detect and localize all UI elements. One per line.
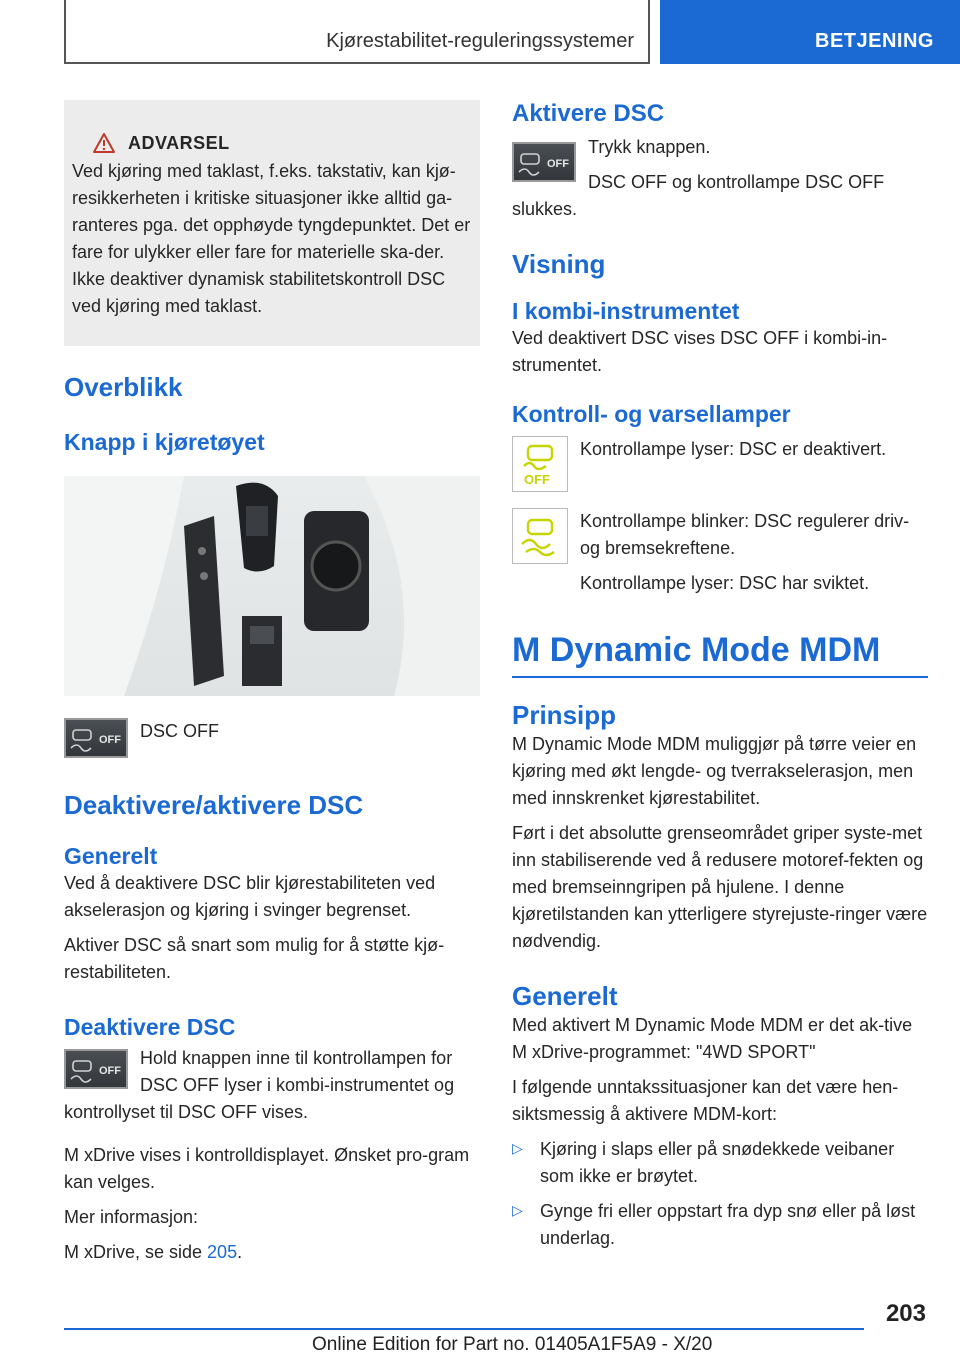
lamp1-text: Kontrollampe lyser: DSC er deaktivert. <box>580 439 887 459</box>
kombi-heading: I kombi-instrumentet <box>512 298 740 324</box>
kombi-text: Ved deaktivert DSC vises DSC OFF i kombi-in-strumentet. <box>512 328 888 375</box>
generelt-heading-left: Generelt <box>64 843 158 869</box>
dsc-off-button-icon-3 <box>512 142 576 182</box>
knapp-heading: Knapp i kjøretøyet <box>64 429 265 455</box>
list-item <box>512 1198 928 1252</box>
header-chapter-tab[interactable] <box>660 0 960 64</box>
generelt-p2: Aktiver DSC så snart som mulig for å støtte kjø-restabiliteten. <box>64 935 445 982</box>
kontroll-varsellamper-heading: Kontroll- og varsellamper <box>512 401 791 427</box>
lamp-off-text: OFF <box>524 472 550 487</box>
bullet-text: Gynge fri eller oppstart fra dyp snø eller på løst underlag. <box>540 1201 916 1248</box>
console-illustration <box>64 476 480 696</box>
prinsipp-heading: Prinsipp <box>512 700 617 730</box>
page-205-link[interactable]: 205 <box>207 1242 238 1262</box>
left-column <box>64 100 480 1266</box>
dsc-off-button-icon-2 <box>64 1049 128 1089</box>
aktivere-p1: Trykk knappen. <box>588 137 711 157</box>
center-console-photo <box>64 476 480 696</box>
warning-title: ADVARSEL <box>128 132 230 153</box>
dsc-warning-lamp-icon <box>512 508 568 564</box>
warning-text: Ved kjøring med taklast, f.eks. takstativ, kan kjø-resikkerheten i kritiske situasjoner ikke alltid ga-ranteres pga. det opphøyde tyngdepunktet. Det er fare for ulykker eller fare for materielle ska-der. Ikke deaktiver dynamisk stabilitetskontroll DSC ved kjøring med taklast. <box>72 161 471 316</box>
dsc-off-icon-text: OFF <box>99 734 121 746</box>
deaktivere-dsc-heading: Deaktivere DSC <box>64 1014 236 1040</box>
prinsipp-p1: M Dynamic Mode MDM muliggjør på tørre veier en kjøring med økt lengde- og tverrakselerasjon, men med innskrenket kjørestabilitet. <box>512 734 917 808</box>
footer-rule <box>64 1328 864 1330</box>
deaktivere-p2: M xDrive vises i kontrolldisplayet. Ønsket pro-gram kan velges. <box>64 1145 470 1192</box>
deaktivere-aktivere-heading: Deaktivere/aktivere DSC <box>64 790 364 820</box>
deaktivere-p4: M xDrive, se side 205. <box>64 1242 243 1262</box>
mdm-generelt-p2: I følgende unntakssituasjoner kan det være hen-siktsmessig å aktivere MDM-kort: <box>512 1077 899 1124</box>
dsc-off-label: DSC OFF <box>140 721 219 741</box>
footer-edition: Online Edition for Part no. 01405A1F5A9 - X/20 <box>312 1334 713 1355</box>
dsc-off-lamp-icon <box>512 436 568 492</box>
mdm-title-rule <box>512 631 928 678</box>
prinsipp-p2: Ført i det absolutte grenseområdet griper syste-met inn stabiliserende ved å redusere motoref-fekten og med bremseinngripen på hjulene. I denne kjøretilstanden kan ytterligere styrejuste-ringer være nødvendig. <box>512 823 928 951</box>
aktivere-dsc-heading: Aktivere DSC <box>512 100 665 127</box>
warning-triangle-icon <box>92 132 116 154</box>
lamp2b-text: Kontrollampe lyser: DSC har sviktet. <box>580 573 870 593</box>
generelt-heading-right: Generelt <box>512 981 618 1011</box>
overblikk-heading: Overblikk <box>64 372 183 402</box>
header-section-box <box>64 0 650 64</box>
warning-box <box>64 100 480 346</box>
deaktivere-p3: Mer informasjon: <box>64 1207 199 1227</box>
mdm-heading: M Dynamic Mode MDM <box>512 631 881 669</box>
aktivere-p2: DSC OFF og kontrollampe DSC OFF slukkes. <box>512 172 885 219</box>
header-section-title: Kjørestabilitet-reguleringssystemer <box>326 30 634 52</box>
triangle-bullet-icon: ▷ <box>512 1202 523 1218</box>
dsc-off-icon-text-2: OFF <box>99 1065 121 1077</box>
bullet-text: Kjøring i slaps eller på snødekkede veibaner som ikke er brøytet. <box>540 1139 895 1186</box>
dsc-off-icon-text-3: OFF <box>547 158 569 170</box>
header-chapter-title: BETJENING <box>815 30 934 52</box>
right-column <box>512 100 928 1252</box>
visning-heading: Visning <box>512 249 606 279</box>
page-number: 203 <box>885 1300 926 1327</box>
deaktivere-p1: Hold knappen inne til kontrollampen for DSC OFF lyser i kombi-instrumentet og kontrollyset til DSC OFF vises. <box>64 1048 455 1122</box>
lamp2a-text: Kontrollampe blinker: DSC regulerer driv- og bremsekreftene. <box>580 511 910 558</box>
list-item <box>512 1136 928 1190</box>
triangle-bullet-icon: ▷ <box>512 1140 523 1156</box>
mdm-generelt-p1: Med aktivert M Dynamic Mode MDM er det ak-tive M xDrive-programmet: "4WD SPORT" <box>512 1015 913 1062</box>
dsc-off-button-icon <box>64 718 128 758</box>
generelt-p1: Ved å deaktivere DSC blir kjørestabiliteten ved akselerasjon og kjøring i svinger begrenset. <box>64 873 436 920</box>
